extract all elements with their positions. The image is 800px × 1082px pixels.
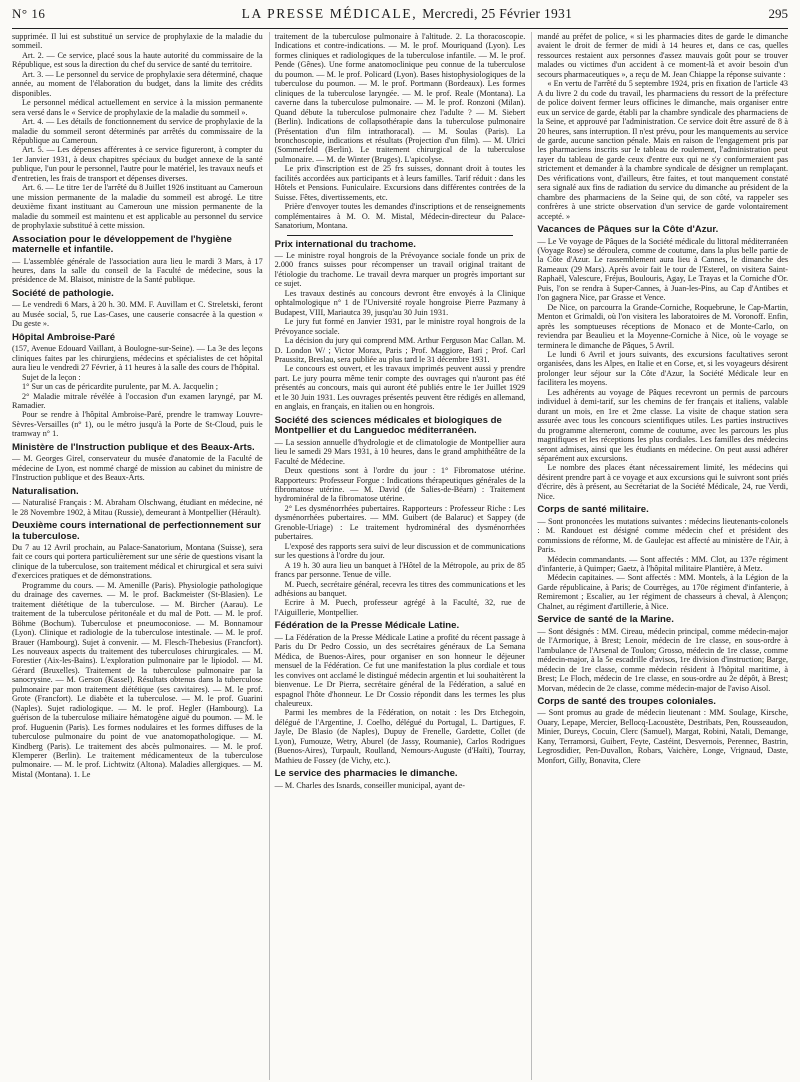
paragraph: — Le Ve voyage de Pâques de la Société médicale du littoral méditerranéen (Voyage Rose) se déroulera, comme de coutume, dans la plus belle partie de la Côte d'Azur. Le rassemblement aura lieu à Cannes, le dimanche des Rameaux (29 Mars). Après avoir fait le tour de l'Esterel, on visitera Saint-Raphaël, Valescure, Fréjus, Boulouris, Agay, Le Trayas et la Corniche d'Or. Puis, l'on se rendra à Super-Cannes, à Juan-les-Pins, au Cap d'Antibes et l'on gagnera Nice, par Grasse et Vence.	[537, 236, 789, 303]
paragraph: Art. 5. — Les dépenses afférentes à ce service figureront, à compter du 1er Janvier 1931, à deux chapitres spéciaux du budget annexe de la santé publique, l'un pour le personnel, l'autre pour le matériel, les travaux neufs et d'entretien, les frais de transport et dépenses diverses.	[12, 145, 263, 183]
paragraph: Médecin capitaines. — Sont affectés : MM. Montels, à la Légion de la Garde républicaine, à Paris; de Courrèges, au 170e régiment d'infanterie, à Remiremont ; Escalier, au 1er régiment de chasseurs à cheval, à Alençon; Chalnet, au régiment d'artillerie, à Nice.	[537, 573, 789, 611]
paragraph: 1° Sur un cas de péricardite purulente, par M. A. Jacquelin ;	[22, 382, 219, 392]
paragraph: Du 7 au 12 Avril prochain, au Palace-Sanatorium, Montana (Suisse), sera fait ce cours qui portera particulièrement sur une série de questions visant la clinique de la tuberculose, son traitement médical et chirurgical et sera suivi d'exercices pratiques et de démonstrations.	[12, 543, 263, 581]
page-number: 295	[768, 6, 788, 21]
section-heading: Naturalisation.	[12, 485, 79, 497]
paragraph: — Sont promus au grade de médecin lieutenant : MM. Soulage, Kirsche, Ouary, Lepape, Mercier, Bellocq-Lacoustète, Destribats, Pen, Rousseaudon, Minier, Dureys, Cocuin, Clerc (Samuel), Margat, Robini, Natali, Demange, Kany, Terramorsi, Guibert, Feyte, Castéint, Desvernois, Perennec, Bastrin, Legrosdidier, Pen-Duvallon, Robars, Vaichère, Longe, Vrignaud, Daste, Monfort, Gilly, Bonavita, Clere	[537, 708, 789, 765]
paragraph: Deux questions sont à l'ordre du jour : 1° Fibromatose utérine. Rapporteurs: Professeur Forgue : Indications thérapeutiques générales de la fibromatose utérine. — M. David (de Salies-de-Béarn) : Traitement hydrominéral de la fibromatose utérine.	[274, 466, 526, 504]
masthead	[242, 6, 573, 22]
paragraph: — Sont prononcées les mutations suivantes : médecins lieutenants-colonels : M. Randouet est désigné comme médecin chef et président des commissions de réforme, M. de Gaulejac est affecté au ministère de l'Air, à Paris.	[537, 516, 789, 555]
section-heading: Le service des pharmacies le dimanche.	[274, 768, 458, 780]
issue-date: Mercredi, 25 Février 1931	[422, 6, 573, 21]
paragraph: Art. 2. — Ce service, placé sous la haute autorité du commissaire de la République, est sous la direction du chef du service de santé du territoire.	[12, 50, 263, 70]
paragraph: — M. Charles des Isnards, conseiller municipal, ayant de-	[274, 780, 465, 790]
section-heading: Prix international du trachome.	[274, 238, 416, 250]
paragraph: A 19 h. 30 aura lieu un banquet à l'Hôtel de la Métropole, au prix de 85 francs par personne. Tenue de ville.	[274, 560, 526, 580]
paragraph: Art. 4. — Les détails de fonctionnement du service de prophylaxie de la maladie du sommeil seront déterminés par arrêtés du commissaire de la République au Cameroun.	[12, 117, 263, 145]
page-header	[12, 6, 788, 29]
column-3	[531, 32, 788, 1080]
paragraph: Le personnel médical actuellement en service à la mission permanente sera versé dans le « Service de prophylaxie de la maladie du sommeil ».	[12, 98, 263, 117]
paragraph: Le jury fut formé en Janvier 1931, par le ministre royal hongrois de la Prévoyance sociale.	[274, 317, 526, 336]
section-heading: Deuxième cours international de perfectionnement sur la tuberculose.	[12, 520, 261, 542]
column-1	[12, 32, 263, 1080]
paragraph: Ecrire à M. Puech, professeur agrégé à la Faculté, 32, rue de l'Aiguillerie, Montpellier.	[274, 598, 526, 617]
journal-title: LA PRESSE MÉDICALE,	[241, 6, 418, 21]
paragraph: « En vertu de l'arrêté du 5 septembre 1924, pris en fixation de l'article 43 A du livre 2 du code du travail, les pharmaciens du ressort de la préfecture de police doivent fermer leurs officines le dimanche, mais organiser entre eux un service de garde, établi par la chambre syndicale des pharmaciens de la Seine, et approuvé par l'administration. Ce service doit être assuré de 8 à 20 heures, sans interruption. Il n'est prévu, pour les manquements au service de garde, aucune sanction pénale. Mais en raison de l'engagement pris par les pharmaciens inscrits sur le tableau de roulement, l'administration peut rayer du tableau de garde ceux d'entre eux qui ne s'y conformeraient pas strictement et demander à la chambre syndicale de désigner un remplaçant. Des vérifications vont, d'ailleurs, être faites, et tout manquement constaté sera signalé aux fins de radiation du service du dimanche au président de la chambre des pharmaciens de la Seine qui, de son côté, va rappeler ses confrères à une stricte observation d'un service de garde volontairement accepté. »	[537, 79, 789, 221]
paragraph: Pour se rendre à l'hôpital Ambroise-Paré, prendre le tramway Louvre-Sèvres-Versailles (n° 1), ou le métro jusqu'à la Porte de St-Cloud, puis le tramway n° 1.	[12, 410, 263, 439]
paragraph: — La session annuelle d'hydrologie et de climatologie de Montpellier aura lieu le samedi 29 Mars 1931, à 10 heures, dans le grand amphithéâtre de la Faculté de Médecine.	[274, 437, 526, 466]
section-heading: Vacances de Pâques sur la Côte d'Azur.	[537, 224, 719, 236]
paragraph: — La Fédération de la Presse Médicale Latine a profité du récent passage à Paris du Dr Pedro Cossio, un des secrétaires généraux de La Semana Médica, de Buenos-Aires, pour organiser en son honneur le déjeuner mensuel de la Fédération. Ce fut une manifestation la plus cordiale et tous les convives ont acclamé le distingué médecin argentin et lui souhaitèrent la bienvenue. Le Dr Pierra, secrétaire général de la Fédération, a salué en espagnol l'hôte d'honneur. Le Dr Cossio répondit dans les termes les plus chaleureux.	[274, 632, 526, 708]
paragraph: (157, Avenue Edouard Vaillant, à Boulogne-sur-Seine). — La 3e des leçons cliniques faites par les chirurgiens, médecins et spécialistes de cet hôpital aura lieu le vendredi 27 Février, à 11 heures à la salle des cours de l'hôpital.	[12, 344, 263, 373]
paragraph: De Nice, on parcourra la Grande-Corniche, Roquebrune, le Cap-Martin, Menton et Grimaldi, où l'on visitera les laboratoires de M. Voronoff. Enfin, après les somptueuses réceptions de Monaco et de Monte-Carlo, on reviendra par Beaulieu et la Moyenne-Corniche à Nice, où le voyage se terminera le dimanche de Pâques, 5 Avril.	[537, 302, 789, 350]
paragraph: Art. 6. — Le titre 1er de l'arrêté du 8 Juillet 1926 instituant au Cameroun une mission permanente de la maladie du sommeil est abrogé. Le titre deuxième fixant instituant au Cameroun une mission permanente de la maladie du sommeil est maintenu et est applicable au personnel du service de prophylaxie substitué à cette mission.	[12, 183, 263, 231]
paragraph: Le nombre des places étant nécessairement limité, les médecins qui désirent prendre part à ce voyage et aux excursions qui le suivront sont priés d'écrire, dès à présent, au Secrétariat de la Société Médicale, 24, rue Verdi, Nice.	[537, 463, 789, 501]
paragraph: Programme du cours. — M. Amenille (Paris). Physiologie pathologique du drainage des cavernes. — M. le prof. Backmeister (St-Blasien). Le traitement diététique de la tuberculose. — M. Bircher (Aarau). Le traitement de la tuberculose péritonéale et du mal de Pott. — M. le prof. Böhme (Bochum). Tuberculose et pneumoconiose. — M. Bonnamour (Lyon). Clinique et radiologie de la tuberculose intestinale. — M. le prof. Brauer (Hambourg). Sujet à convenir. — M. Flesch-Thebesius (Francfort). Les nouveaux aspects du traitement des tuberculoses chirurgicales. — M. Forestier (Aix-les-Bains). L'exploration pulmonaire par le lipiodol. — M. Gérard (Bruxelles). Traitement de la tuberculose pulmonaire par la sanocrysine. — M. Gerson (Kassel). Résultats obtenus dans la tuberculose pulmonaire par mon traitement diététique (ses cavitaires). — M. le prof. Grote (Francfort). Le diabète et la tuberculose. — M. le prof. Guarini (Naples). Sujet radiologique. — M. le prof. Hegler (Hambourg). La guérison de la tuberculose miliaire hématogène aiguë du poumon. — M. le prof. Huguenin (Paris). Les formes nodulaires et les formes diffuses de la tuberculose pulmonaire du point de vue anatomopathologique. — M. Kindberg (Paris). Le traitement des abcès pulmonaires. — M. le prof. Klemperer (Berlin). Le traitement médicamenteux de la tuberculose pulmonaire. — M. le prof. Lichtwitz (Altona). Maladies allergiques. — M. Mistal (Montana). 1. Le	[12, 580, 263, 779]
section-heading: Ministère de l'Instruction publique et des Beaux-Arts.	[12, 441, 255, 453]
section-divider	[287, 235, 514, 236]
paragraph: — Sont désignés : MM. Cireau, médecin principal, comme médecin-major de l'Armorique, à Brest; Lenoir, médecin de 1re classe, en sous-ordre à l'ambulance de l'Arsenal de Toulon; Grosso, médecin de 1re classe, comme médecin-major, à la 5e escadrille d'avisos, 1re division d'instruction; Barge, médecin de 1re classe, comme médecin résident à l'hôpital maritime, à Brest; Le Floch, médecin de 1re classe, en sous-ordre au 2e dépôt, à Brest; Morvan, médecin de 2e classe, comme médecin-major de l'aviso Aisol.	[537, 626, 789, 693]
paragraph: traitement de la tuberculose pulmonaire à l'altitude. 2. La thoracoscopie. Indications et contre-indications. — M. le prof. Mouriquand (Lyon). Les formes cliniques et radiologiques de la tuberculose infantile. — M. le prof. Pende (Gênes). Une forme anatomoclinique peu connue de la tuberculose du poumon. — M. le prof. Policard (Lyon). Bases histophysiologiques de la tuberculose du poumon. — M. le prof. Portmann (Bordeaux). Les formes cliniques de la tuberculose laryngée. — M. le prof. Reale (Montana). La caverne dans la tuberculose pulmonaire. — M. le prof. Ronzoni (Milan). Quand débute la tuberculose pulmonaire chez l'adulte ? — M. Siebert (Berlin). Indications de collapsothérapie dans la tuberculose pulmonaire (Présentation d'un film intrathoracal). — M. Soulas (Paris). La bronchoscopie, indications et résultats (Projection d'un film). — M. Ulrici (Sommerfeld (Berlin). Le traitement chirurgical de la tuberculose pulmonaire. — M. de Winter (Bruges). L'apicolyse.	[274, 32, 526, 164]
section-heading: Corps de santé militaire.	[537, 504, 649, 516]
section-heading: Société des sciences médicales et biologiques de Montpellier et du Languedoc méditerranéen.	[274, 414, 502, 437]
paragraph: Le prix d'inscription est de 25 frs suisses, donnant droit à toutes les facilités accordées aux participants et à leurs familles. Tarif réduit : dans les Hôtels et Pensions. Funiculaire. Excursions dans différentes contrées de la Suisse. Fêtes, divertissements, etc.	[274, 164, 526, 202]
section-heading: Corps de santé des troupes coloniales.	[537, 695, 716, 707]
paragraph: — Le ministre royal hongrois de la Prévoyance sociale fonde un prix de 2.000 francs suisses pour récompenser un travail original traitant de l'étiologie du trachome. Le travail devra marquer un progrès important sur ce sujet.	[274, 251, 526, 289]
paragraph: supprimée. Il lui est substitué un service de prophylaxie de la maladie du sommeil.	[12, 32, 263, 51]
section-heading: Société de pathologie.	[12, 287, 114, 299]
paragraph: La décision du jury qui comprend MM. Arthur Ferguson Mac Callan. M. D. London W/ ; Victor Morax, Paris ; Prof. Maggiore, Bari ; Prof. Carl Praussitz, Breslau, sera publiée au plus tard le 31 décembre 1931.	[274, 336, 526, 364]
paragraph: Les adhérents au voyage de Pâques recevront un permis de parcours individuel à demi-tarif, sur les chemins de fer français et italiens, valable durant un mois, en 1re et 2me classe. La visite de chaque station sera assurée avec tous les concours scientifiques utiles. Les parties instructives du programme alterneront, comme de coutume, avec les parcours les plus magnifiques et les réceptions les plus cordiales. Les familles des médecins seront admises, ainsi que les étudiants en médecine. On peut aussi adhérer séparément aux excursions.	[537, 387, 789, 463]
paragraph: M. Puech, secrétaire général, recevra les titres des communications et les adhésions au banquet.	[274, 579, 526, 598]
paragraph: Les travaux destinés au concours devront être envoyés à la Clinique ophtalmologique n° 1 de l'Université royale hongroise Pierre Pazmany à Budapest, VIII, Mariautca 39, jusqu'au 30 Juin 1931.	[274, 288, 526, 317]
section-heading: Service de santé de la Marine.	[537, 614, 674, 626]
paragraph: — Naturalisé Français : M. Abraham Olschwang, étudiant en médecine, né le 28 Novembre 1902, à Mitau (Russie), demeurant à Montpellier (Hérault).	[12, 498, 263, 517]
paragraph: — L'assemblée générale de l'association aura lieu le mardi 3 Mars, à 17 heures, dans la salle du conseil de la Faculté de médecine, sous la présidence de M. Blaisot, ministre de la Santé publique.	[12, 256, 263, 285]
section-heading: Hôpital Ambroise-Paré	[12, 331, 116, 343]
paragraph: — M. Georges Girel, conservateur du musée d'anatomie de la Faculté de médecine de Lyon, est nommé chargé de mission au cabinet du ministre de l'Instruction publique et des Beaux-Arts.	[12, 454, 263, 483]
issue-number: N° 16	[12, 6, 46, 21]
paragraph: Prière d'envoyer toutes les demandes d'inscriptions et de renseignements complémentaires à M. O. M. Mistal, Médecin-directeur du Palace-Sanatorium, Montana.	[274, 202, 526, 231]
paragraph: Art. 3. — Le personnel du service de prophylaxie sera déterminé, chaque année, au moment de l'élaboration du budget, dans la limite des crédits disponibles.	[12, 69, 263, 98]
paragraph: Médecin commandants. — Sont affectés : MM. Clot, au 137e régiment d'infanterie, à Quimper; Gaetz, à l'hôpital militaire Plantière, à Metz.	[537, 554, 789, 574]
paragraph: Le lundi 6 Avril et jours suivants, des excursions facultatives seront organisées, dans les Alpes, en Italie et en Corse, et, si les voyageurs désirent prolonger leur séjour sur la Côte d'Azur, la Société Médicale leur en facilitera les moyens.	[537, 350, 789, 388]
section-heading: Fédération de la Presse Médicale Latine.	[274, 620, 460, 632]
paragraph: Sujet de la leçon :	[22, 372, 81, 382]
paragraph: L'exposé des rapports sera suivi de leur discussion et de communications sur les questions à l'ordre du jour.	[274, 541, 526, 561]
paragraph: Le concours est ouvert, et les travaux imprimés peuvent aussi y prendre part. Le jury pourra même tenir compte des ouvrages qui n'auront pas été présentés au concours, mais qui auront été publiés entre le 1er Juillet 1929 et le 30 Juin 1931. Les ouvrages présentés peuvent être rédigés en allemand, en anglais, en français, en italien ou en hongrois.	[274, 364, 526, 412]
paragraph: — Le vendredi 6 Mars, à 20 h. 30. MM. F. Auvillam et C. Streletski, feront au Musée social, 5, rue Las-Cases, une causerie consacrée à la question « Du geste ».	[12, 300, 263, 329]
column-2	[269, 32, 526, 1080]
paragraph: 2° Les dysménorrhées pubertaires. Rapporteurs : Professeur Riche : Les dysménorrhées pubertaires. — MM. Guibert (de Balaruc) et Sappey (de Grenoble-Uriage) : Le traitement hydrominéral des dysménorrhées pubertaires.	[274, 503, 526, 542]
columns	[12, 32, 788, 1080]
paragraph: mandé au préfet de police, « si les pharmacies dites de garde le dimanche avaient le droit de fermer de midi à 14 heures et, dans ce cas, quelles ressources restaient aux personnes d'assez mauvais goût pour se trouver malades ou victimes d'un accident à ce moment-là et avoir besoin d'un secours pharmaceutiques », a reçu de M. Jean Chiappe la réponse suivante :	[537, 32, 789, 79]
section-heading: Association pour le développement de l'hygiène maternelle et infantile.	[12, 233, 232, 256]
paragraph: 2° Maladie mitrale révélée à l'occasion d'un examen laryngé, par M. Ramadier.	[12, 391, 263, 410]
paragraph: Parmi les membres de la Fédération, on notait : les Drs Etchegoin, délégué de l'Argentine, J. Coelho, délégué du Portugal, L. Dartigues, F. Jayle, De Blasio (de Naples), Dupuy de Frenelle, Gardette, Collet (de Lyon), Fumouze, Wetry, Aburel (de Jassy, Roumanie), Carlos Rodrigues (Buenos-Aires), Turpault, Roulland, Nemours-Auguste (d'Haïti), Tourray, Mathieu de Fossey (de Vichy, etc.).	[274, 708, 526, 765]
